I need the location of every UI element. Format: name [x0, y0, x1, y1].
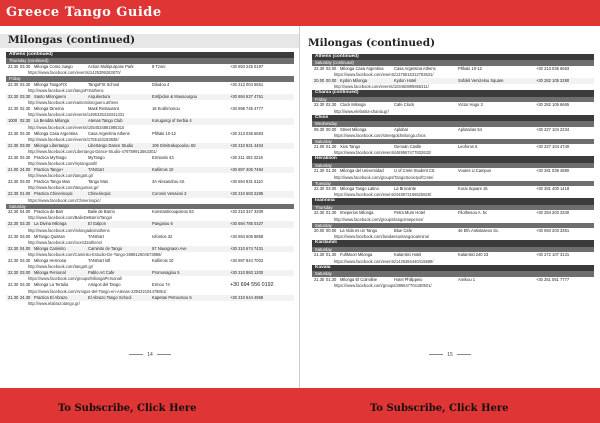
event-link[interactable]: http://www.facebook.com/milongadivinathens [28, 227, 110, 233]
event-name: Milonga del Universidad [340, 168, 384, 174]
organizer: Arquitectura [88, 93, 111, 99]
table-row [6, 295, 294, 301]
address: 8 Tzoni [152, 63, 166, 69]
phone-number: +30 211 403 3218 [230, 154, 263, 160]
start-time: 22.30 [8, 233, 19, 239]
start-time: 22.30 [314, 210, 325, 216]
end-time: 02.30 [20, 118, 31, 124]
event-name: FullMoon Milonga [340, 252, 373, 258]
start-time: 22.30 [8, 221, 19, 227]
address: Kapetan Petroutsou 5 [152, 294, 192, 300]
end-time: 24.30 [20, 294, 31, 300]
start-time: 22.30 [314, 186, 325, 192]
table-row [312, 210, 594, 216]
page-number: 14 [0, 352, 300, 358]
start-time: 22.30 [8, 245, 19, 251]
start-time: 22.30 [314, 65, 325, 71]
end-time: 03.00 [20, 142, 31, 148]
event-link[interactable]: http://www.facebook.com/groups/TangoSocietyofCrete/ [334, 174, 434, 180]
event-link[interactable]: https://www.facebook.com/events/448573166525826/ [334, 192, 432, 198]
organizer: Amigos del Tango [88, 282, 121, 288]
end-time: 04.00 [20, 245, 31, 251]
event-link[interactable]: http://www.facebook.com/tangart.gr/ [28, 173, 94, 179]
event-link[interactable]: http://www.facebook.com/Caminito-Estudio-De-Tango-389812604573888/ [28, 251, 162, 257]
end-time: 03.30 [20, 130, 31, 136]
start-time: 22.30 [8, 142, 19, 148]
event-link[interactable]: http://www.facebook.com/events/1554534881985310 [28, 124, 125, 130]
event-name: La Divina Milonga [34, 221, 67, 227]
address: 3A Alexandrou str. [152, 179, 185, 185]
end-time: 03.00 [20, 233, 31, 239]
organizer: Cafe Clock [394, 102, 415, 108]
event-name: Street Milonga [340, 126, 367, 132]
table-row [6, 143, 294, 149]
event-link[interactable]: http://www.facebook.com/room32athens/ [28, 239, 102, 245]
phone-number: +30 213 004 5651 [230, 81, 264, 87]
table-row [6, 118, 294, 124]
table-row [6, 221, 294, 227]
end-time: 03.30 [20, 93, 31, 99]
page-left [0, 26, 300, 388]
organizer: Libertango Dance Studio [88, 142, 134, 148]
start-time: 21.00 [8, 167, 19, 173]
event-link[interactable]: http://www.facebook.com/santomilonguero.athens [28, 100, 119, 106]
day-header: Saturday [312, 139, 594, 145]
phone-number: +30 693 203 3361 [536, 228, 570, 234]
city-header: Chios [312, 115, 594, 121]
start-time: 22.30 [8, 209, 19, 215]
event-name: Practica Tango Mas [34, 179, 70, 185]
end-time: 03.00 [20, 270, 31, 276]
organizer: El Abrazo Tango School [88, 294, 132, 300]
day-header: Friday [6, 76, 294, 82]
day-header: Saturday [312, 247, 594, 253]
phone-number: +30 227 104 2234 [536, 126, 570, 132]
event-name: Milonga La Tertulia [34, 282, 69, 288]
day-header: Saturday (continued) [312, 60, 594, 66]
event-link[interactable]: https://www.facebook.com/lavidaesuntangoioannina/ [334, 234, 430, 240]
event-name: Milonga Dinerna [34, 106, 64, 112]
organizer: La Brocante [394, 186, 417, 192]
organizer: TANGart [88, 233, 104, 239]
day-header: Tuesday [312, 181, 594, 187]
subscribe-link[interactable]: To Subscribe, Click Here [58, 403, 197, 414]
phone-number: +30 697 844 7003 [230, 257, 264, 263]
start-time: 22.30 [8, 63, 19, 69]
event-name: Milonga Libertango [34, 142, 69, 148]
phone-number: +30 694 556 0192 [230, 282, 274, 289]
organizer: MyTango [88, 154, 105, 160]
organizer: TANGart [88, 167, 104, 173]
start-time: 22.30 [8, 270, 19, 276]
end-time: 00.00 [326, 228, 337, 234]
start-time: 20.00 [314, 78, 325, 84]
organizer: Kydon Hotel [394, 78, 417, 84]
event-link[interactable]: http://www.facebook.com/tangart.gr/ [28, 264, 94, 270]
day-header: Saturday [312, 223, 594, 229]
start-time: 21.30 [314, 276, 325, 282]
table-row [6, 234, 294, 240]
organizer: Tango Mas [88, 179, 109, 185]
end-time: 03.30 [20, 257, 31, 263]
start-time: 20.00 [314, 228, 325, 234]
table-row [6, 131, 294, 137]
address: Emfpidon & Mousourgou [152, 93, 198, 99]
end-time: 03.30 [20, 282, 31, 288]
phone-number [230, 118, 294, 124]
phone-number: +30 282 105 2280 [536, 78, 570, 84]
address: Iofontos 32 [152, 233, 173, 239]
address: Ermou 74 [152, 282, 170, 288]
event-link[interactable]: https://www.facebook.com/events/1426384440415599/ [334, 258, 434, 264]
event-name: Practica de Barr [34, 209, 64, 215]
event-link[interactable]: http://www.elefantia-chania.gr/ [334, 108, 389, 114]
day-header: Saturday [312, 271, 594, 277]
address: 18 Kodrimonou [152, 106, 180, 112]
phone-number: +30 694 785 0107 [230, 221, 264, 227]
subscribe-link[interactable]: To Subscribe, Click Here [370, 403, 509, 414]
start-time: 1000 [8, 118, 18, 124]
city-header: Kardamili [312, 240, 594, 246]
event-name: Milonga TangoFIX [34, 81, 67, 87]
phone-number: +30 694 605 8858 [230, 233, 264, 239]
end-time: 04.00 [20, 209, 31, 215]
end-time: 01.30 [326, 168, 337, 174]
address: Ermianis 43 [152, 154, 174, 160]
start-time: 22.30 [8, 257, 19, 263]
end-time: 00.00 [326, 126, 337, 132]
start-time: 22.30 [8, 106, 19, 112]
table-row [6, 191, 294, 197]
end-time: 02.30 [20, 106, 31, 112]
start-time: 22.30 [8, 93, 19, 99]
end-time: 00.00 [326, 78, 337, 84]
start-time: 22.30 [8, 130, 19, 136]
address: Leoforos 6 [458, 144, 478, 150]
end-time: 03.30 [20, 81, 31, 87]
phone-number: +30 210 683 2285 [230, 191, 264, 197]
phone-number: +30 281 400 1418 [536, 186, 570, 192]
address: Korai Square 15 [458, 186, 488, 192]
phone-number: +30 282 105 6665 [536, 102, 570, 108]
event-link[interactable]: http://www.facebook.com/tangomas.gr/ [28, 185, 99, 191]
phone-number: +30 227 104 4740 [536, 144, 570, 150]
address: Sofokli Venizelou Square [458, 78, 504, 84]
event-name: Clock Milonga [340, 102, 366, 108]
city-header: Kavala [312, 265, 594, 271]
event-name: La Bendita Milonga [34, 118, 70, 124]
organizer: Action Multipurpose Park [88, 63, 134, 69]
guide-title: Greece Tango Guide [6, 5, 162, 20]
address: Kalamitsi 240 23 [458, 252, 489, 258]
day-header: Saturday [312, 163, 594, 169]
end-time: 01.00 [20, 191, 31, 197]
listing-table [6, 52, 294, 307]
phone-number: +30 210 674 7431 [230, 245, 264, 251]
address: Filothesou A. 5c [458, 210, 488, 216]
event-name: Practica Chinerinopic [34, 191, 73, 197]
event-link[interactable]: http://www.elabrazotango.gr/ [28, 300, 80, 306]
city-header: Heraklion [312, 156, 594, 162]
page-number: 15 [300, 352, 600, 358]
subscribe-banner [0, 388, 600, 423]
phone-number: +30 210 921 4404 [230, 142, 264, 148]
end-time: 01.30 [326, 210, 337, 216]
start-time: 22.30 [8, 282, 19, 288]
event-name: Practica MyTango [34, 154, 67, 160]
organizer: Hotel Philippeio [394, 276, 423, 282]
phone-number: +30 284 203 3340 [536, 210, 570, 216]
end-time: 01.30 [326, 276, 337, 282]
end-time: 03.00 [326, 186, 337, 192]
event-link[interactable]: https://www.facebook.com/Chinerinopic/ [28, 197, 101, 203]
organizer: Aplobar [394, 126, 409, 132]
start-time: 22.30 [8, 81, 19, 87]
day-header: Thursday (continued) [6, 58, 294, 64]
event-link[interactable]: https://www.facebook.com/events/1375516312783631/ [334, 72, 434, 78]
phone-number: +30 272 107 3131 [536, 252, 570, 258]
phone-number: +30 698 745 4777 [230, 106, 264, 112]
start-time: 22.30 [8, 191, 19, 197]
organizer: Caminito de Tango [88, 245, 123, 251]
start-time: 22.30 [8, 154, 19, 160]
day-header: Wednesday [312, 121, 594, 127]
organizer: U of Crete Student Ctr. [394, 168, 436, 174]
listing-table [312, 54, 594, 289]
end-time: 01.30 [326, 144, 337, 150]
event-link[interactable]: https://www.facebook.com/events/469567477832632/ [334, 150, 432, 156]
event-name: Santo Milonguero [34, 93, 67, 99]
organizer: El Galpon [88, 221, 106, 227]
event-link[interactable]: http://www.facebook.com/tangoFIXathens [28, 87, 104, 93]
organizer: Baile de Barrio [88, 209, 115, 215]
organizer: Atenas Tango Club [88, 118, 123, 124]
phone-number: +30 694 637 4761 [230, 93, 264, 99]
address: Plthaki 10-12 [152, 130, 176, 136]
end-time: 01.30 [326, 252, 337, 258]
start-time: 21.30 [314, 252, 325, 258]
event-name: Kydon Milonga [340, 78, 368, 84]
day-header: Friday [312, 97, 594, 103]
event-link[interactable]: http://www.facebook.com/Libertango-Dance-Studio-478759913563301/ [28, 148, 157, 154]
event-name: Milonga El Colmiline [340, 276, 378, 282]
phone-number: +30 213 036 6683 [536, 65, 570, 71]
event-link[interactable]: http://www.facebook.com/BaileDeBarrioTango/ [28, 215, 113, 221]
event-link[interactable]: http://www.facebook.com/events/1496325418341331 [28, 112, 125, 118]
organizer: Genoan Castle [394, 144, 422, 150]
organizer: Casa Argentina Athens [88, 130, 130, 136]
table-row [312, 102, 594, 108]
event-name: Milonga Como Juego [34, 63, 73, 69]
page-heading: Milongas (continued) [308, 37, 436, 49]
address: Coronis Venaioni 3 [152, 191, 187, 197]
end-time: 03.00 [326, 65, 337, 71]
end-time: 03.30 [20, 221, 31, 227]
start-time: 22.30 [314, 102, 325, 108]
end-time: 03.30 [20, 154, 31, 160]
day-header: Saturday [6, 204, 294, 210]
organizer: Blue Cafe [394, 228, 412, 234]
end-time: 03.00 [20, 179, 31, 185]
address: Amikou 1 [458, 276, 476, 282]
phone-number: +30 694 831 6110 [230, 179, 263, 185]
start-time: 21.30 [8, 294, 19, 300]
phone-number: +30 697 406 7494 [230, 167, 264, 173]
event-name: Milonga Tango Latino [340, 186, 379, 192]
event-name: Practica Tango+ [34, 167, 64, 173]
city-header: Athens (continued) [312, 54, 594, 60]
event-name: Milonga Casa Argentina [340, 65, 384, 71]
start-time: 21.30 [314, 168, 325, 174]
event-link[interactable]: https://www.facebook.com/Amigos-del-Tango-en-Atenas-239432104478861/ [28, 288, 167, 294]
phone-number: +30 693 245 0197 [230, 63, 264, 69]
organizer: Kalamitsi Hotel [394, 252, 422, 258]
organizer: Petra Mure Hotel [394, 210, 425, 216]
organizer: Pablo Art Cafe [88, 270, 115, 276]
address: Korugoirgi of Serbia 4 [152, 118, 192, 124]
start-time: 22.30 [8, 179, 19, 185]
event-link[interactable]: https://www.facebook.com/groups/386647704180501/ [334, 282, 432, 288]
address: Konstantinoupoleos 53 [152, 209, 194, 215]
phone-number: +30 281 039 4880 [536, 168, 570, 174]
event-name: Practica El Abrazo [34, 294, 68, 300]
table-row [312, 252, 594, 258]
end-time: 02.30 [326, 102, 337, 108]
table-row [312, 168, 594, 174]
city-header: Chania (continued) [312, 90, 594, 96]
page-right [300, 26, 600, 388]
phone-number: +30 210 347 3209 [230, 209, 264, 215]
organizer: Chinerinopic [88, 191, 111, 197]
start-time: 21.00 [314, 144, 325, 150]
event-link[interactable]: http://www.facebook.com/groups/tangoimeperios/ [334, 216, 424, 222]
event-name: Xios Tango [340, 144, 361, 150]
event-name: Imeperios Milonga [340, 210, 374, 216]
phone-number: +30 213 036 6683 [230, 130, 264, 136]
event-name: La Vida es un Tango [340, 228, 378, 234]
address: Pangaiou 6 [152, 221, 173, 227]
address: Kallirrois 10 [152, 167, 174, 173]
event-name: MiTango Quintan [34, 233, 65, 239]
organizer: Mask Restaurant [88, 106, 119, 112]
address: Plthaki 10-12 [458, 65, 482, 71]
end-time: 03.30 [20, 63, 31, 69]
phone-number: +30 251 051 7777 [536, 276, 570, 282]
address: Aplotarias 54 [458, 126, 482, 132]
address: 57 Nausgnaon Ave [152, 245, 187, 251]
city-header: Ioannina [312, 198, 594, 204]
event-name: Milonga Casa Argentina [34, 130, 78, 136]
address: Voutes U.Campus [458, 168, 491, 174]
table-row [312, 127, 594, 133]
address: 106 Dimitrakopoulou Str [152, 142, 196, 148]
table-row [312, 277, 594, 283]
event-link[interactable]: http://www.facebook.com/events/1755163193836/ [28, 136, 119, 142]
end-time: 24.00 [20, 167, 31, 173]
address: 46 Eth.Antistaseos Sc. [458, 228, 500, 234]
city-header: Athens (continued) [6, 52, 294, 58]
address: Kallirrois 10 [152, 257, 174, 263]
page-heading: Milongas (continued) [0, 34, 299, 48]
organizer: TangoFIX School [88, 81, 120, 87]
event-link[interactable]: https://www.facebook.com/groups/MilongaPersonal/ [28, 276, 122, 282]
day-header: Thursday [312, 205, 594, 211]
phone-number: +30 210 883 1200 [230, 270, 264, 276]
event-link[interactable]: https://www.facebook.com/events/1425399263870/ [28, 70, 121, 76]
event-name: Milonga Caminito [34, 245, 66, 251]
address: Dilodou 4 [152, 81, 170, 87]
start-time: 09.30 [314, 126, 325, 132]
event-name: Milonga Personal [34, 270, 66, 276]
guide-header [0, 0, 600, 26]
event-link[interactable]: http://www.facebook.com/events/103460899865311/ [334, 84, 429, 90]
address: Victor Hugo 3 [458, 102, 483, 108]
organizer: TANGart loft [88, 257, 111, 263]
table-row [6, 282, 294, 288]
event-link[interactable]: https://www.facebook.com/streetgoldmilonga.chios [334, 132, 426, 138]
event-name: Milonga Hermosa [34, 257, 67, 263]
event-link[interactable]: http://www.facebook.com/mytangoath/ [28, 161, 98, 167]
address: Promosaglou 5 [152, 270, 180, 276]
organizer: Casa Argentina Athens [394, 65, 436, 71]
phone-number: +30 210 644 4958 [230, 294, 264, 300]
